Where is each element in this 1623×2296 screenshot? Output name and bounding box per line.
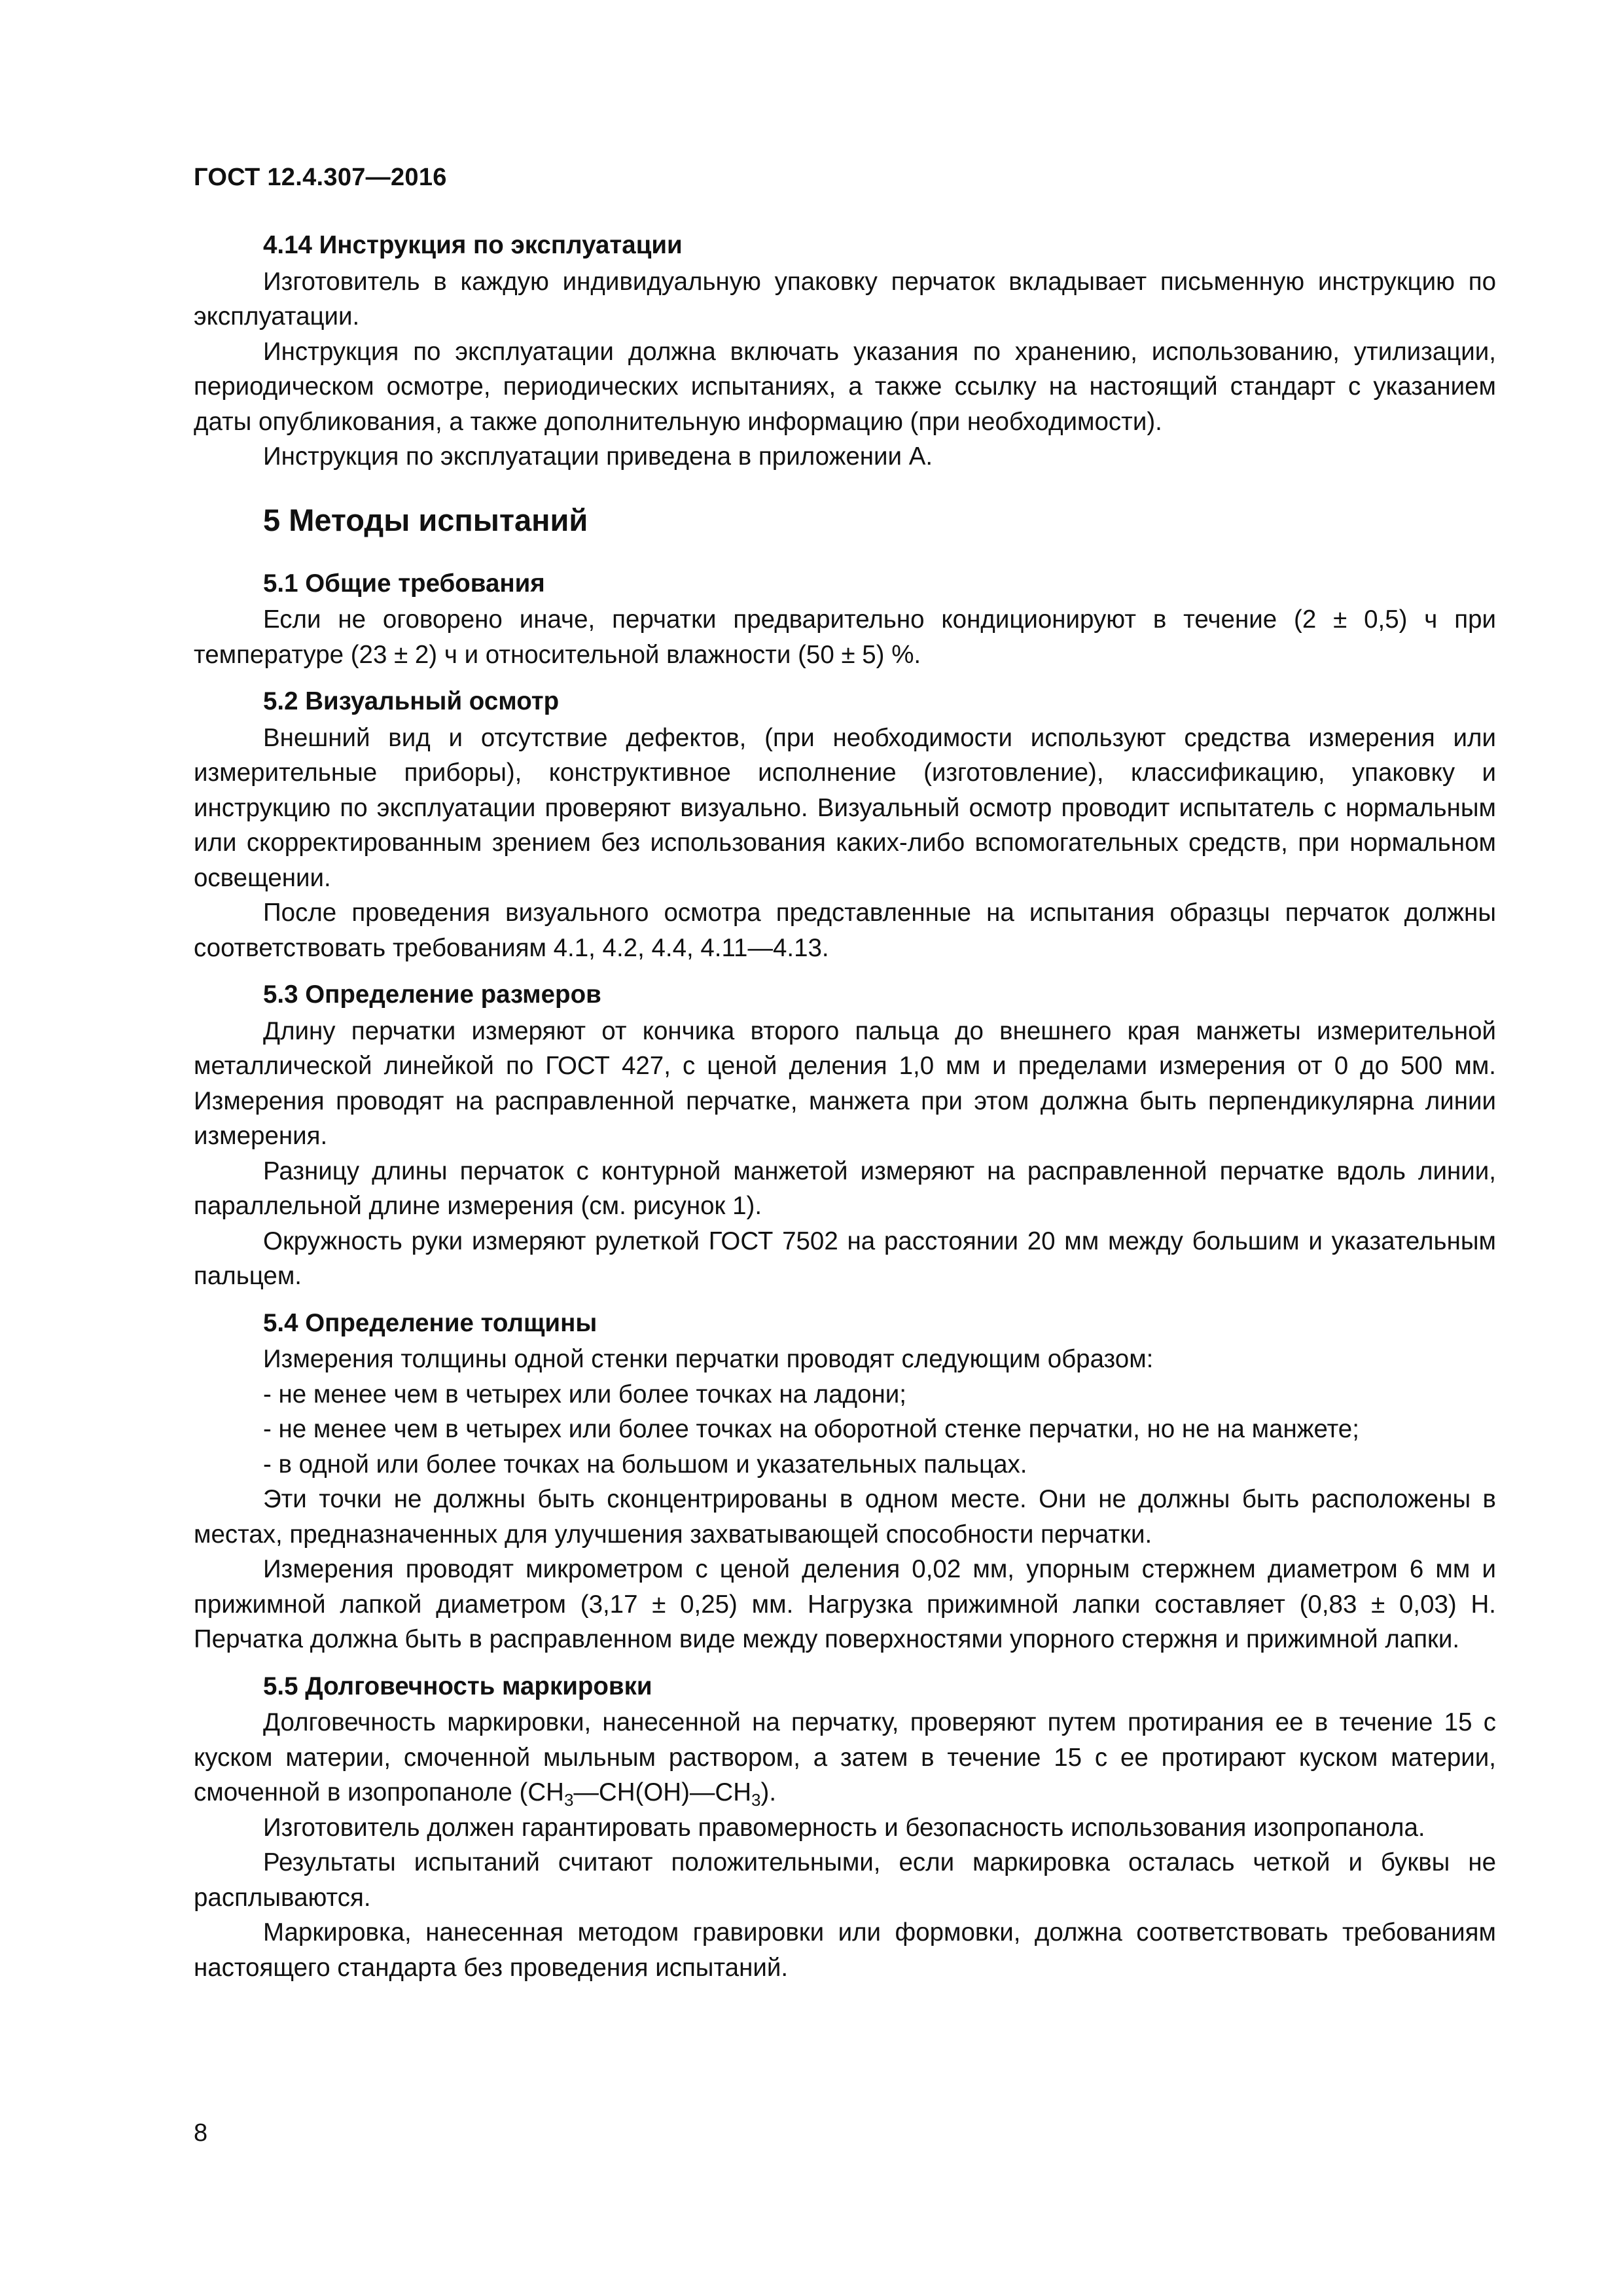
section-5-5-paragraph-1-text: Долговечность маркировки, нанесенной на перчатку, проверяют путем протирания ее в течение 15 с куском материи, смоченной мыльным раствором, а затем в течение 15 с ее протирают куском материи, смоченной в изопропаноле (CH — [194, 1708, 1496, 1806]
formula-subscript: 3 — [751, 1790, 761, 1810]
section-5-4-paragraph-2: Эти точки не должны быть сконцентрированы в одном месте. Они не должны быть расположены в местах, предназначенных для улучшения захватывающей способности перчатки. — [194, 1485, 1496, 1549]
section-5-3 — [194, 977, 1496, 1294]
section-5-4-paragraph-3: Измерения проводят микрометром с ценой деления 0,02 мм, упорным стержнем диаметром 6 мм и прижимной лапкой диаметром (3,17 ± 0,25) мм. Нагрузка прижимной лапки составляет (0,83 ± 0,03) Н. Перчатка должна быть в расправленном виде между поверхностями упорного стержня и прижимной лапки. — [194, 1555, 1496, 1653]
section-5-2-paragraph-1: Внешний вид и отсутствие дефектов, (при необходимости используют средства измерения или измерительные приборы), конструктивное исполнение (изготовление), классификацию, упаковку и инструкцию по эксплуатации проверяют визуально. Визуальный осмотр проводит испытатель с нормальным или скорректированным зрением без использования каких-либо вспомогательных средств, при нормальном освещении. — [194, 723, 1496, 892]
section-5-2 — [194, 684, 1496, 965]
section-5-1 — [194, 566, 1496, 673]
section-4-14-paragraph-2: Инструкция по эксплуатации должна включать указания по хранению, использованию, утилизации, периодическом осмотре, периодических испытаниях, а также ссылку на настоящий стандарт с указанием даты опубликования, а также дополнительную информацию (при необходимости). — [194, 337, 1496, 436]
formula-subscript: 3 — [563, 1790, 574, 1810]
section-5-5-paragraph-2: Изготовитель должен гарантировать правомерность и безопасность использования изопропанола. — [263, 1813, 1425, 1842]
section-5-4-heading: 5.4 Определение толщины — [263, 1308, 597, 1337]
section-5-5 — [194, 1669, 1496, 1986]
section-5-3-paragraph-3: Окружность руки измеряют рулеткой ГОСТ 7502 на расстоянии 20 мм между большим и указательным пальцем. — [194, 1227, 1496, 1290]
section-5-heading: 5 Методы испытаний — [263, 502, 588, 537]
section-5-2-heading: 5.2 Визуальный осмотр — [263, 687, 560, 715]
section-5-5-paragraph-1 — [194, 1705, 1496, 1810]
document-body — [194, 228, 1496, 1985]
section-4-14-paragraph-1: Изготовитель в каждую индивидуальную упаковку перчаток вкладывает письменную инструкцию по эксплуатации. — [194, 267, 1496, 331]
section-5-4-list-item: - не менее чем в четырех или более точках на оборотной стенке перчатки, но не на манжете; — [263, 1415, 1359, 1443]
section-5-3-paragraph-1: Длину перчатки измеряют от кончика второго пальца до внешнего края манжеты измерительной металлической линейкой по ГОСТ 427, с ценой деления 1,0 мм и пределами измерения от 0 до 500 мм. Измерения проводят на расправленной перчатке, манжета при этом должна быть перпендикулярна линии измерения. — [194, 1016, 1496, 1150]
page-frame — [194, 0, 1496, 2296]
section-5-4 — [194, 1306, 1496, 1657]
formula-middle: —CH(OH)—CH — [573, 1778, 752, 1806]
formula-end: ). — [760, 1778, 777, 1806]
section-5-5-paragraph-3: Результаты испытаний считают положительными, если маркировка осталась четкой и буквы не расплываются. — [194, 1848, 1496, 1912]
section-5-4-list-item: - в одной или более точках на большом и указательных пальцах. — [263, 1450, 1027, 1479]
section-5-4-list-item: - не менее чем в четырех или более точках на ладони; — [263, 1380, 906, 1408]
section-5-3-heading: 5.3 Определение размеров — [263, 980, 601, 1009]
section-4-14-heading: 4.14 Инструкция по эксплуатации — [263, 231, 683, 259]
section-4-14-paragraph-3: Инструкция по эксплуатации приведена в приложении А. — [263, 442, 933, 471]
section-5-5-heading: 5.5 Долговечность маркировки — [263, 1672, 652, 1700]
page-number: 8 — [194, 2119, 208, 2147]
section-5-4-paragraph-1: Измерения толщины одной стенки перчатки проводят следующим образом: — [263, 1345, 1154, 1373]
running-header-standard-number: ГОСТ 12.4.307—2016 — [194, 164, 447, 191]
section-5-5-paragraph-4: Маркировка, нанесенная методом гравировки или формовки, должна соответствовать требованиям настоящего стандарта без проведения испытаний. — [194, 1918, 1496, 1982]
section-5-3-paragraph-2: Разницу длины перчаток с контурной манжетой измеряют на расправленной перчатке вдоль линии, параллельной длине измерения (см. рисунок 1). — [194, 1157, 1496, 1220]
section-5-2-paragraph-2: После проведения визуального осмотра представленные на испытания образцы перчаток должны соответствовать требованиям 4.1, 4.2, 4.4, 4.11—4.13. — [194, 899, 1496, 962]
section-4-14 — [194, 228, 1496, 475]
section-5-1-paragraph-1: Если не оговорено иначе, перчатки предварительно кондиционируют в течение (2 ± 0,5) ч при температуре (23 ± 2) ч и относительной влажности (50 ± 5) %. — [194, 605, 1496, 669]
section-5-1-heading: 5.1 Общие требования — [263, 569, 545, 598]
